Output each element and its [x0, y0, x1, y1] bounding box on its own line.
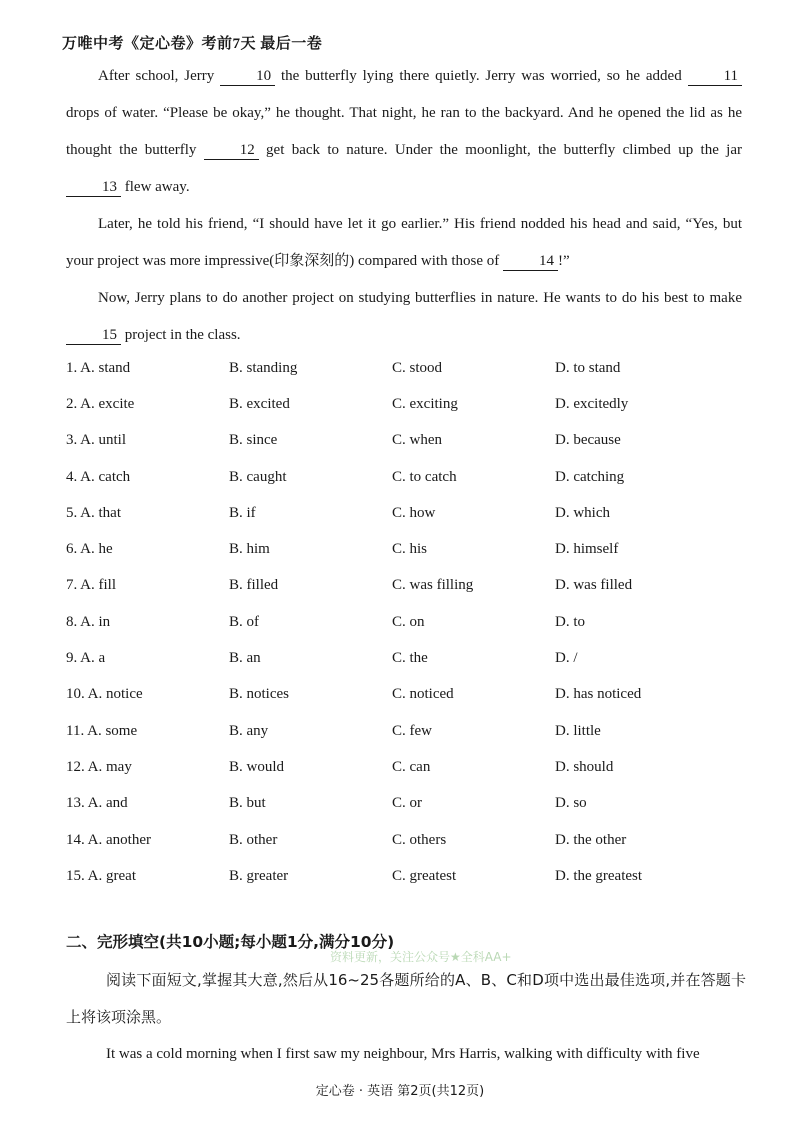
option-d: D. so	[555, 795, 587, 812]
option-a: 15. A. great	[66, 867, 136, 884]
option-a: 9. A. a	[66, 650, 106, 667]
option-c: C. when	[392, 432, 442, 449]
option-a: 14. A. another	[66, 831, 151, 848]
option-b: B. him	[229, 541, 270, 558]
option-c: C. greatest	[392, 867, 457, 884]
option-d: D. has noticed	[555, 686, 642, 703]
option-row	[66, 423, 756, 459]
option-b: B. caught	[229, 468, 287, 485]
option-row	[66, 822, 756, 858]
page-header: 万唯中考《定心卷》考前7天 最后一卷	[62, 36, 323, 52]
option-row	[66, 459, 756, 495]
option-d: D. because	[555, 432, 621, 449]
option-a: 11. A. some	[66, 722, 138, 739]
option-row	[66, 604, 756, 640]
passage-paragraph-2: Later, he told his friend, “I should have let it go earlier.” His friend nodded his head and said, “Yes, but your project was more impressive(印象深刻的) compared with those of 14 !”	[66, 216, 742, 269]
option-b: B. but	[229, 795, 266, 812]
blank-15: 15	[66, 326, 121, 345]
option-c: C. exciting	[392, 395, 458, 412]
option-c: C. the	[392, 650, 428, 667]
option-row	[66, 568, 756, 604]
option-c: C. stood	[392, 359, 443, 376]
option-d: D. /	[555, 650, 578, 667]
option-c: C. was filling	[392, 577, 474, 594]
option-a: 3. A. until	[66, 432, 127, 449]
option-b: B. would	[229, 758, 285, 775]
option-a: 8. A. in	[66, 613, 111, 630]
option-c: C. can	[392, 758, 431, 775]
option-row	[66, 713, 756, 749]
option-d: D. himself	[555, 541, 619, 558]
option-d: D. excitedly	[555, 395, 629, 412]
option-b: B. excited	[229, 395, 290, 412]
option-d: D. the other	[555, 831, 627, 848]
option-row	[66, 749, 756, 785]
watermark-text: 资料更新，关注公众号★全科AA+	[330, 950, 512, 964]
option-c: C. his	[392, 541, 428, 558]
option-row	[66, 640, 756, 676]
blank-12: 12	[204, 141, 259, 160]
option-a: 1. A. stand	[66, 359, 131, 376]
blank-10: 10	[220, 67, 275, 86]
option-a: 7. A. fill	[66, 577, 117, 594]
passage-paragraph-3: Now, Jerry plans to do another project on studying butterflies in nature. He wants to do his best to make 15 project in the class.	[66, 280, 742, 354]
option-d: D. catching	[555, 468, 625, 485]
option-row	[66, 386, 756, 422]
option-c: C. or	[392, 795, 422, 812]
option-a: 6. A. he	[66, 541, 113, 558]
option-row	[66, 495, 756, 531]
option-row	[66, 531, 756, 567]
option-c: C. few	[392, 722, 432, 739]
section-instruction: 阅读下面短文,掌握其大意,然后从16~25各题所给的A、B、C和D项中选出最佳选项,并在答题卡上将该项涂黑。	[66, 971, 746, 1026]
option-row	[66, 350, 756, 386]
option-c: C. others	[392, 831, 447, 848]
option-c: C. to catch	[392, 468, 457, 485]
option-d: D. was filled	[555, 577, 633, 594]
option-c: C. noticed	[392, 686, 454, 703]
blank-11: 11	[688, 67, 742, 86]
option-row	[66, 786, 756, 822]
option-c: C. how	[392, 504, 436, 521]
option-b: B. an	[229, 650, 261, 667]
option-b: B. standing	[229, 359, 298, 376]
option-b: B. other	[229, 831, 278, 848]
option-a: 13. A. and	[66, 795, 128, 812]
option-row	[66, 858, 756, 894]
option-a: 4. A. catch	[66, 468, 131, 485]
option-d: D. to stand	[555, 359, 621, 376]
option-a: 10. A. notice	[66, 686, 143, 703]
option-c: C. on	[392, 613, 425, 630]
option-d: D. little	[555, 722, 601, 739]
option-b: B. any	[229, 722, 269, 739]
option-a: 5. A. that	[66, 504, 121, 521]
option-row	[66, 677, 756, 713]
page-footer: 定心卷 · 英语 第2页(共12页)	[315, 1084, 485, 1099]
option-b: B. of	[229, 613, 259, 630]
section-title: 二、完形填空(共10小题;每小题1分,满分10分)	[66, 933, 395, 951]
option-b: B. notices	[229, 686, 289, 703]
option-b: B. if	[229, 504, 256, 521]
option-b: B. filled	[229, 577, 279, 594]
passage-paragraph-1: After school, Jerry 10 the butterfly lying there quietly. Jerry was worried, so he added 11 drops of water. “Please be okay,” he thought. That night, he ran to the backyard. And he opened the lid as he thought the butterfly 12 get back to nature. Under the moonlight, the butterfly climbed up the jar 13 flew away.	[66, 68, 742, 195]
option-d: D. to	[555, 613, 585, 630]
passage-paragraph-4: It was a cold morning when I first saw my neighbour, Mrs Harris, walking with difficulty with five	[106, 1046, 700, 1062]
option-b: B. greater	[229, 867, 289, 884]
option-d: D. which	[555, 504, 610, 521]
option-d: D. the greatest	[555, 867, 643, 884]
option-a: 12. A. may	[66, 758, 132, 775]
blank-14: 14	[503, 252, 558, 271]
option-b: B. since	[229, 432, 278, 449]
options-list	[66, 350, 756, 894]
option-d: D. should	[555, 758, 614, 775]
option-a: 2. A. excite	[66, 395, 135, 412]
blank-13: 13	[66, 178, 121, 197]
